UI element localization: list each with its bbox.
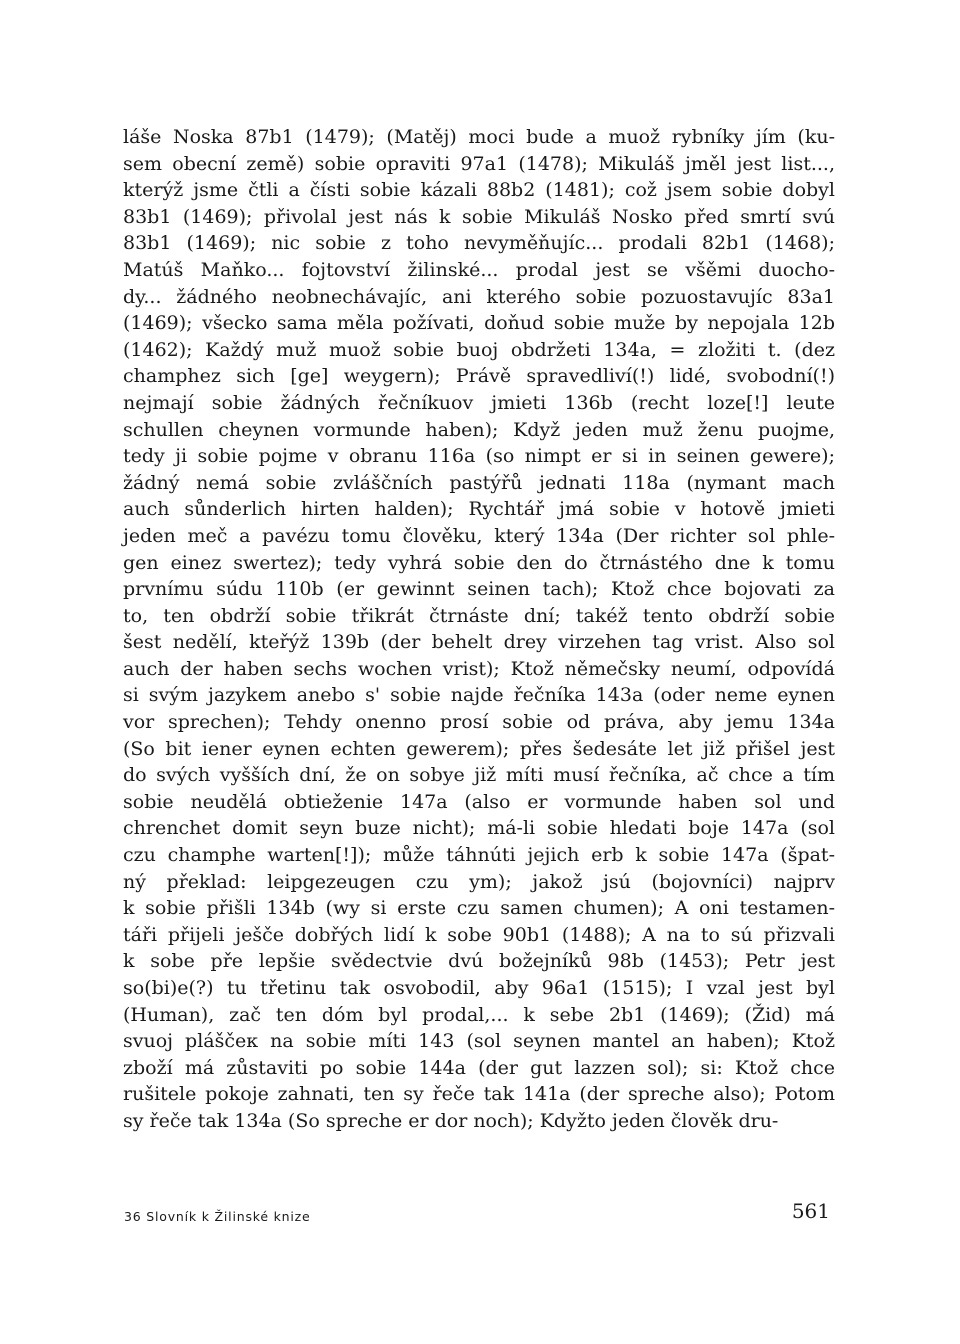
text-line: (So bit iener eynen echten gewerem); přes šedesáte let již přišel jest bbox=[123, 737, 835, 760]
dictionary-entry-text bbox=[123, 124, 835, 1135]
text-line: kterýž jsme čtli a čísti sobie kázali 88b2 (1481); což jsem sobie dobyl bbox=[123, 179, 835, 202]
text-line: si svým jazykem anebo s' sobie najde řečníka 143a (oder neme eynen bbox=[123, 684, 835, 707]
text-line: ný překlad: leipgezeugen czu ym); jakož jsú (bojovníci) najprv bbox=[123, 870, 835, 893]
text-line: auch der haben sechs wochen vrist); Ktož němečsky neumí, odpovídá bbox=[123, 657, 835, 680]
text-line: (1462); Každý muž muož sobie buoj obdržeti 134a, = zložiti t. (dez bbox=[123, 338, 835, 361]
text-line: dy... žádného neobnechávajíc, ani kterého sobie pozuostavujíc 83a1 bbox=[123, 285, 835, 308]
page-footer bbox=[124, 1199, 830, 1235]
text-line: 83b1 (1469); nic sobie z toho nevyměňujíc... prodali 82b1 (1468); bbox=[123, 232, 835, 255]
text-line: czu champhe warten[!]); může táhnúti jejich erb k sobie 147a (špat- bbox=[123, 844, 835, 867]
text-line: champhez sich [ge] weygern); Právě spravedliví(!) lidé, svobodní(!) bbox=[123, 365, 835, 388]
text-line: gen einez swertez); tedy vyhrá sobie den do čtrnástého dne k tomu bbox=[123, 551, 835, 574]
text-line: Matúš Maňko... fojtovství žilinské... prodal jest se všěmi duocho- bbox=[123, 258, 835, 281]
text-line: k sobie přišli 134b (wy si erste czu samen chumen); A oni testamen- bbox=[123, 897, 835, 920]
text-line: so(bi)e(?) tu třetinu tak osvobodil, aby 96a1 (1515); I vzal jest byl bbox=[123, 977, 835, 999]
text-line: 83b1 (1469); přivolal jest nás k sobie Mikuláš Nosko před smrtí svú bbox=[123, 205, 835, 228]
text-line: vor sprechen); Tehdy onenno prosí sobie od práva, aby jemu 134a bbox=[123, 711, 835, 734]
text-line: k sobe pře lepšie svědectvie dvú božejníků 98b (1453); Petr jest bbox=[123, 950, 835, 973]
text-line: žádný nemá sobie zvláščních pastýřů jednati 118a (nymant mach bbox=[123, 471, 835, 494]
text-line: schullen cheynen vormunde haben); Když jeden muž ženu puojme, bbox=[123, 418, 835, 441]
text-line: sem obecní země) sobie opraviti 97a1 (1478); Mikuláš jměl jest list..., bbox=[123, 152, 835, 175]
text-line: zboží má zůstaviti po sobie 144a (der gut lazzen sol); si: Ktož chce bbox=[123, 1056, 835, 1079]
text-line: prvnímu súdu 110b (er gewinnt seinen tach); Ktož chce bojovati za bbox=[123, 578, 835, 601]
text-line: šest nedělí, kteřýž 139b (der behelt drey virzehen tag vrist. Also sol bbox=[123, 631, 835, 654]
text-line: (1469); všecko sama měla požívati, doňud sobie muže by nepojala 12b bbox=[123, 312, 835, 335]
text-line: tedy ji sobie pojme v obranu 116a (so nimpt er si in seinen gewere); bbox=[123, 445, 835, 468]
text-line: (Human), zač ten dóm byl prodal,... k sebe 2b1 (1469); (Žid) má bbox=[123, 1003, 835, 1026]
text-line: auch sůnderlich hirten halden); Rychtář jmá sobie v hotově jmieti bbox=[123, 498, 835, 521]
text-line: rušitele pokoje zahnati, ten sy řeče tak 141a (der spreche also); Potom bbox=[123, 1083, 835, 1106]
text-line: nejmají sobie žádných řečníkuov jmieti 136b (recht loze[!] leute bbox=[123, 391, 835, 414]
text-line: táři přijeli ješče dobřých lidí k sobe 90b1 (1488); A na to sú přizvali bbox=[123, 923, 835, 946]
text-line: svuoj pláščeк na sobie míti 143 (sol seynen mantel an haben); Ktož bbox=[123, 1030, 835, 1053]
text-line: to, ten obdrží sobie třikrát čtrnáste dní; takéž tento obdrží sobie bbox=[123, 604, 835, 627]
text-line: do svých vyšších dní, že on sobye již míti musí řečníka, ač chce a tím bbox=[123, 764, 835, 787]
text-line: sobie neudělá obtieženie 147a (also er vormunde haben sol und bbox=[123, 790, 835, 813]
text-line: láše Noska 87b1 (1479); (Matěj) moci bude a muož rybníky jím (ku- bbox=[123, 126, 835, 148]
text-line: sy řeče tak 134a (So spreche er dor noch); Kdyžto jeden člověk dru- bbox=[123, 1109, 779, 1132]
text-line: jeden meč a pavézu tomu člověku, který 134a (Der richter sol phle- bbox=[123, 524, 835, 547]
text-line: chrenchet domit seyn buze nicht); má-li sobie hledati boje 147a (sol bbox=[123, 817, 835, 840]
signature-mark: 36 Slovník k Žilinské knize bbox=[124, 1209, 311, 1224]
page-number: 561 bbox=[791, 1199, 830, 1223]
